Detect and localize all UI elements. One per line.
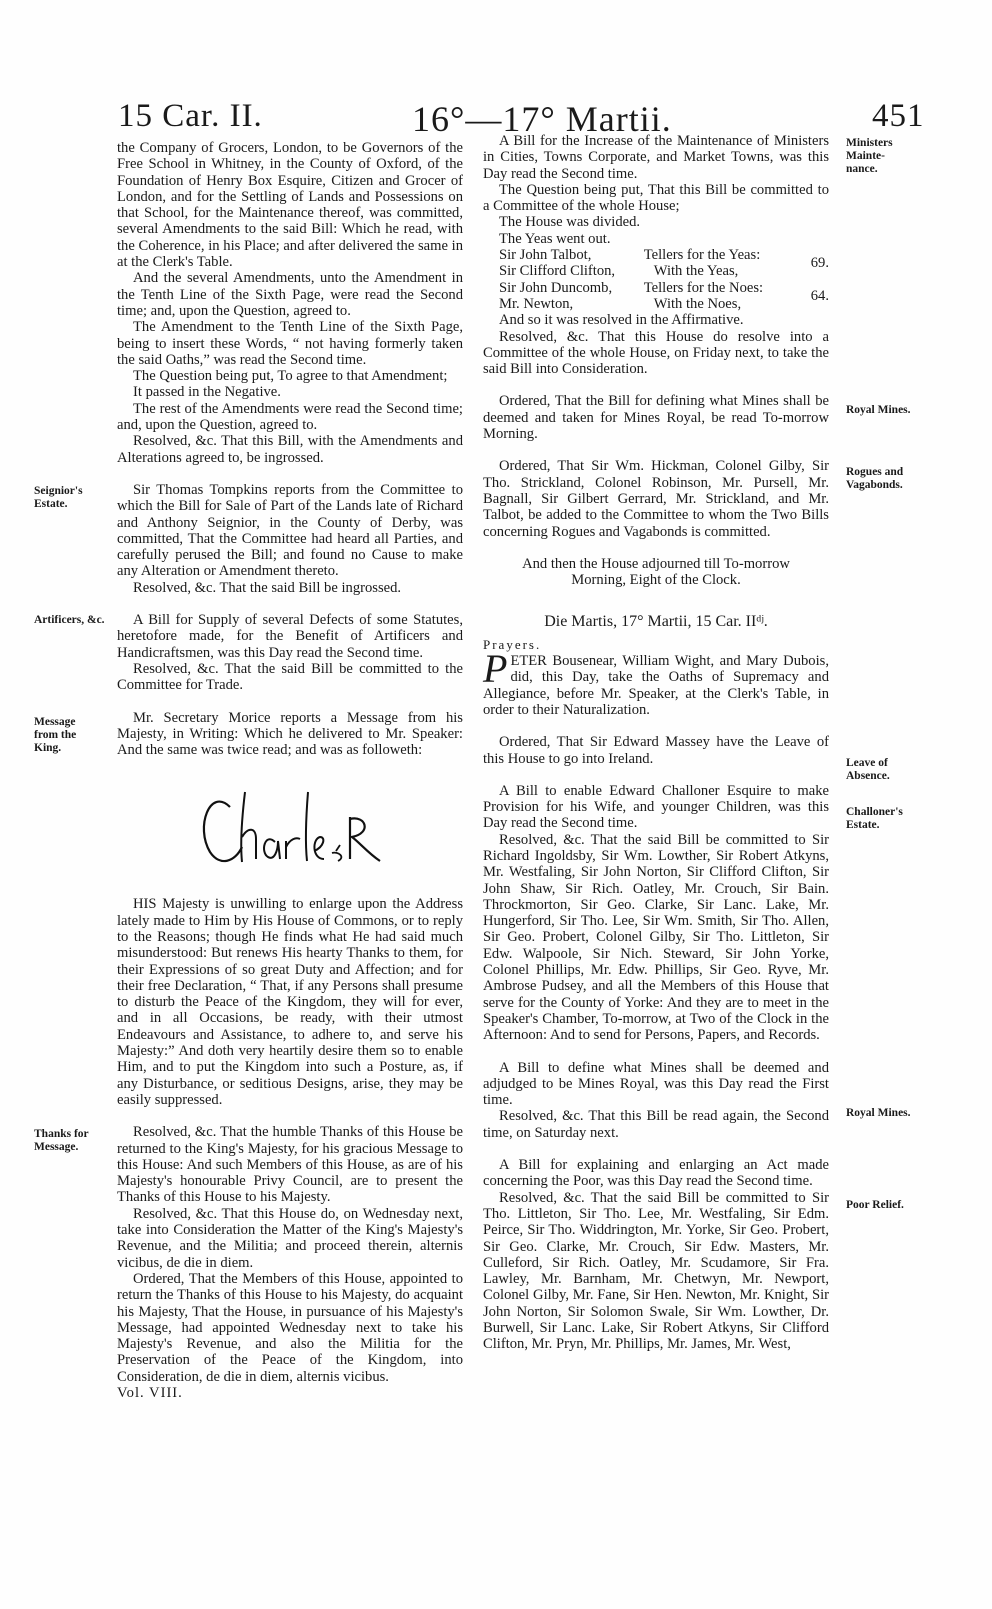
teller-name: Sir John Talbot, [499, 247, 592, 264]
signature-image [190, 767, 390, 887]
right-column [483, 133, 829, 1353]
paragraph: A Bill for the Increase of the Maintenance of Ministers in Cities, Towns Corporate, and Market Towns, was this Day read the Second time. [483, 133, 829, 182]
teller-name: Sir John Duncomb, [499, 279, 613, 296]
teller-role: With the Noes, [653, 295, 742, 312]
margin-note-ministers: Ministers Mainte- nance. [846, 137, 893, 175]
paragraph: Resolved, &c. That this Bill, with the Amendments and Alterations agreed to, be ingrossed. [117, 433, 463, 466]
margin-note-rogues: Rogues and Vagabonds. [846, 466, 904, 491]
yeas-count: 69. [810, 255, 829, 272]
paragraph: Mr. Secretary Morice reports a Message from his Majesty, in Writing: Which he delivered to Mr. Speaker: And the same was twice read; and was as followeth: [117, 709, 463, 759]
paragraph-with-dropcap [483, 646, 829, 718]
day-heading: Die Martis, 17° Martii, 15 Car. IIᵈʲ. [544, 613, 768, 631]
paragraph: The Yeas went out. [499, 230, 611, 247]
tellers-table [483, 247, 829, 312]
margin-note-poor-relief: Poor Relief. [846, 1199, 904, 1211]
paragraph: The rest of the Amendments were read the Second time; and, upon the Question, agreed to. [117, 400, 463, 434]
margin-note-message: Message from the King. [34, 716, 77, 754]
paragraph: The House was divided. [499, 214, 641, 231]
adjournment: And then the House adjourned till To-morrow Morning, Eight of the Clock. [522, 555, 790, 589]
paragraph: Resolved, &c. That the humble Thanks of this House be returned to the King's Majesty, for his gracious Message to this House: And such Members of this House, as are of his Majesty's honourable Privy Council, are to present the Thanks of this House to his Majesty. [117, 1124, 463, 1206]
paragraph: And so it was resolved in the Affirmative. [499, 312, 744, 329]
table-row [483, 247, 829, 263]
royal-signature [117, 758, 463, 896]
margin-note-royal-mines: Royal Mines. [846, 404, 911, 416]
prayers-heading: Prayers. [483, 636, 542, 652]
running-head-regnal-year: 15 Car. II. [118, 98, 263, 134]
paragraph: And the several Amendments, unto the Amendment in the Tenth Line of the Sixth Page, were read the Second time; and, upon the Question, agreed to. [117, 270, 463, 319]
paragraph: A Bill to enable Edward Challoner Esquire to make Provision for his Wife, and younger Children, was this Day read the Second time. [483, 782, 829, 832]
paragraph: Ordered, That the Members of this House, appointed to return the Thanks of this House to his Majesty, do acquaint his Majesty, That the House, in pursuance of his Majesty's Message, had appointed Wednesday next to take his Majesty's Revenue, and also the Militia for the Preservation of the Peace of the Kingdom, into Consideration, de die in diem, alternis vicibus. [117, 1270, 463, 1385]
paragraph: Resolved, &c. That the said Bill be committed to Sir Richard Ingoldsby, Sir Wm. Lowther, Sir Robert Atkyns, Mr. Westfaling, Sir John Norton, Sir Clifford Clifton, Sir John Shaw, Sir Rich. Oatley, Mr. Crouch, Sir Bain. Throckmorton, Sir Geo. Clarke, Sir Lanc. Lake, Mr. Hungerford, Sir Tho. Lee, Sir Wm. Smith, Sir Tho. Allen, Sir Geo. Probert, Colonel Gilby, Sir Tho. Littleton, Sir Edw. Walpoole, Sir Nich. Steward, Sir John Yorke, Colonel Phillips, Mr. Edw. Phillips, Sir Geo. Ryve, Mr. Ambrose Pudsey, and all the Members of this House that serve for the County of Yorke: And they are to meet in the Speaker's Chamber, To-morrow, at Two of the Clock in the Afternoon: And to send for Persons, Papers, and Records. [483, 831, 829, 1044]
left-column [117, 140, 463, 1401]
margin-note-artificers: Artificers, &c. [34, 614, 105, 626]
margin-note-challoner: Challoner's Estate. [846, 806, 903, 831]
margin-note-seignior: Seignior's Estate. [34, 485, 83, 510]
paragraph: A Bill to define what Mines shall be deemed and adjudged to be Mines Royal, was this Day read the First time. [483, 1059, 829, 1109]
paragraph: HIS Majesty is unwilling to enlarge upon the Address lately made to Him by His House of Commons, or to reply to the Reasons; though He finds what He had said much misunderstood: But renews His hearty Thanks to them, for their Expressions of so great Duty and Affection; and for their free Declaration, “ That, if any Persons shall presume to disturb the Peace of the Kingdom, they will for ever, and in all Occasions, be ready, with their utmost Endeavours and Assistance, to adhere to, and serve his Majesty:” And doth very heartily desire them so to enable Him, and to put the Kingdom into such a Posture, as, if any Disturbance, or seditious Designs, arise, they may be easily suppressed. [117, 896, 463, 1108]
paragraph: Resolved, &c. That the said Bill be committed to the Committee for Trade. [117, 660, 463, 694]
teller-role: With the Yeas, [653, 263, 739, 280]
paragraph: Resolved, &c. That the said Bill be committed to Sir Tho. Littleton, Sir Tho. Lee, Mr. Westfaling, Sir Edm. Peirce, Sir Tho. Widdrington, Mr. Yorke, Sir Geo. Probert, Sir Geo. Clarke, Mr. Crouch, Sir Edw. Masters, Mr. Culleford, Sir Rich. Oatley, Mr. Scudamore, Sir Fra. Lawley, Mr. Barnham, Mr. Chetwyn, Mr. Newport, Colonel Gilby, Mr. Fane, Sir Hen. Newton, Mr. Knight, Sir John Norton, Sir Solomon Swale, Sir Wm. Lowther, Dr. Burwell, Sir Lanc. Lake, Sir Robert Atkyns, Sir Clifford Clifton, Mr. Pryn, Mr. Phillips, Mr. James, Mr. West, [483, 1189, 829, 1353]
paragraph: It passed in the Negative. [133, 384, 281, 401]
paragraph: A Bill for explaining and enlarging an Act made concerning the Poor, was this Day read the Second time. [483, 1157, 829, 1190]
teller-role: Tellers for the Noes: [643, 279, 764, 296]
paragraph: Ordered, That Sir Wm. Hickman, Colonel Gilby, Sir Tho. Strickland, Colonel Robinson, Mr. Pursell, Mr. Bagnall, Sir Gilbert Gerrard, Mr. Strickland, and Mr. Talbot, be added to the Committee to whom the Two Bills concerning Rogues and Vagabonds is committed. [483, 458, 829, 540]
paragraph: Resolved, &c. That the said Bill be ingrossed. [133, 579, 402, 596]
drop-cap: P [483, 646, 508, 692]
table-row [483, 263, 829, 279]
margin-note-absence: Leave of Absence. [846, 757, 890, 782]
table-row [483, 280, 829, 296]
paragraph: The Amendment to the Tenth Line of the Sixth Page, being to insert these Words, “ not having formerly taken the said Oaths,” was read the Second time. [117, 319, 463, 368]
paragraph: Resolved, &c. That this House do, on Wednesday next, take into Consideration the Matter of the King's Majesty's Revenue, and the Militia; and proceed therein, alternis vicibus, de die in diem. [117, 1205, 463, 1271]
teller-name: Sir Clifford Clifton, [499, 263, 616, 280]
paragraph-text: ETER Bousenear, William Wight, and Mary Dubois, did, this Day, take the Oaths of Supremacy and Allegiance, before Mr. Speaker, at the Clerk's Table, in order to their Naturalization. [483, 653, 829, 718]
paragraph: The Question being put, That this Bill be committed to a Committee of the whole House; [483, 181, 829, 215]
paragraph: A Bill for Supply of several Defects of some Statutes, heretofore made, for the Benefit of Artificers and Handicraftsmen, was this Day read the Second time. [117, 612, 463, 661]
margin-note-thanks: Thanks for Message. [34, 1128, 89, 1153]
volume-signature: Vol. VIII. [117, 1385, 183, 1401]
paragraph: The Question being put, To agree to that Amendment; [133, 368, 448, 385]
paragraph: Resolved, &c. That this Bill be read again, the Second time, on Saturday next. [483, 1108, 829, 1141]
paragraph: the Company of Grocers, London, to be Governors of the Free School in Whitney, in the County of Oxford, of the Foundation of Henry Box Esquire, Citizen and Grocer of London, and for the Settling of Lands and Possessions on that School, for the Maintenance thereof, was committed, several Amendments to the said Bill: Which he read, with the Coherence, in his Place; and after delivered the same in at the Clerk's Table. [117, 140, 463, 271]
table-row [483, 296, 829, 312]
page-number: 451 [872, 98, 925, 134]
paragraph: Ordered, That the Bill for defining what Mines shall be deemed and taken for Mines Royal, be read To-morrow Morning. [483, 393, 829, 443]
margin-note-royal-mines-2: Royal Mines. [846, 1107, 911, 1119]
paragraph: Sir Thomas Tompkins reports from the Committee to which the Bill for Sale of Part of the Lands late of Richard and Anthony Seignior, in the County of Derby, was committed, That the Committee had heard all Parties, and carefully perused the Bill; and found no Cause to make any Alteration or Amendment thereto. [117, 481, 463, 580]
paragraph: Resolved, &c. That this House do resolve into a Committee of the whole House, on Friday next, to take the said Bill into Consideration. [483, 328, 829, 378]
paragraph: Ordered, That Sir Edward Massey have the Leave of this House to go into Ireland. [483, 734, 829, 767]
noes-count: 64. [810, 287, 829, 304]
teller-name: Mr. Newton, [499, 295, 574, 312]
teller-role: Tellers for the Yeas: [643, 247, 761, 264]
running-head-date: 16°—17° Martii. [412, 99, 672, 139]
